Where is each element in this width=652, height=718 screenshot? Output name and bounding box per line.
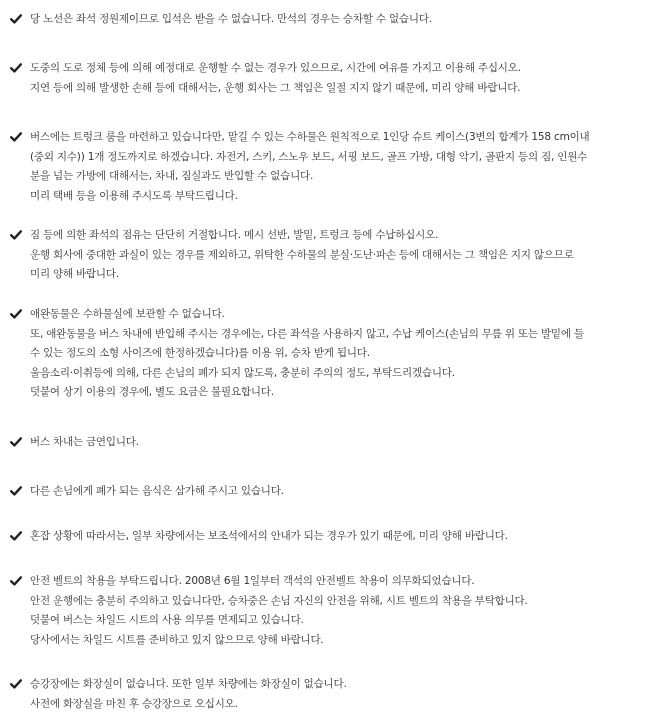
notice-line: 운행 회사에 중대한 과실이 있는 경우를 제외하고, 위탁한 수하물의 분실·도난·파손 등에 대해서는 그 책임은 지지 않으므로: [30, 248, 574, 261]
notice-line: 또, 애완동물을 버스 차내에 반입해 주시는 경우에는, 다른 좌석을 사용하지 않고, 수납 케이스(손님의 무릎 위 또는 발밑에 들: [30, 327, 584, 340]
notice-line: 안전 벨트의 착용을 부탁드립니다. 2008년 6월 1일부터 객석의 안전벨트 착용이 의무화되었습니다.: [30, 575, 475, 587]
notice-line: 덧붙여 상기 이용의 경우에, 별도 요금은 불필요합니다.: [30, 386, 274, 398]
notice-item: [0, 225, 652, 288]
check-icon: [10, 131, 22, 145]
notice-item: [0, 127, 652, 209]
notice-line: 짐 등에 의한 좌석의 점유는 단단히 거절합니다. 메시 선반, 발밑, 트렁크 등에 수납하십시오.: [30, 229, 439, 241]
check-icon: [10, 436, 22, 450]
notice-line: 안전 운행에는 충분히 주의하고 있습니다만, 승차중은 손님 자신의 안전을 위해, 시트 벨트의 착용을 부탁합니다.: [30, 594, 528, 607]
check-icon: [10, 530, 22, 544]
notice-line: 버스 차내는 금연입니다.: [30, 436, 139, 448]
notice-item: [0, 304, 652, 406]
notice-line: 당사에서는 차일드 시트를 준비하고 있지 않으므로 양해 바랍니다.: [30, 633, 324, 646]
notice-item: [0, 674, 652, 717]
notice-item: [0, 9, 652, 33]
notice-line: 다른 손님에게 폐가 되는 음식은 삼가해 주시고 있습니다.: [30, 485, 284, 497]
notice-item: [0, 58, 652, 101]
check-icon: [10, 229, 22, 243]
check-icon: [10, 13, 22, 27]
check-icon: [10, 62, 22, 76]
notice-line: 미리 택배 등을 이용해 주시도록 부탁드립니다.: [30, 189, 238, 202]
check-icon: [10, 575, 22, 589]
notice-line: (중외 지수)) 1개 정도까지로 하겠습니다. 자전거, 스키, 스노우 보드, 서핑 보드, 골프 가방, 대형 악기, 골판지 등의 짐, 인원수: [30, 150, 588, 163]
notice-line: 미리 양해 바랍니다.: [30, 268, 119, 280]
notice-line: 당 노선은 좌석 정원제이므로 입석은 받을 수 없습니다. 만석의 경우는 승차할 수 없습니다.: [30, 13, 432, 25]
notice-line: 분을 넘는 가방에 대해서는, 차내, 짐실과도 반입할 수 없습니다.: [30, 170, 314, 182]
notice-line: 울음소리·이취등에 의해, 다른 손님의 폐가 되지 않도록, 충분히 주의의 정도, 부탁드리겠습니다.: [30, 366, 455, 379]
check-icon: [10, 485, 22, 499]
check-icon: [10, 678, 22, 692]
notice-line: 지연 등에 의해 발생한 손해 등에 대해서는, 운행 회사는 그 책임은 일절 지지 않기 때문에, 미리 양해 바랍니다.: [30, 81, 521, 94]
notice-item: [0, 526, 652, 550]
notice-item: [0, 432, 652, 456]
notice-line: 덧붙여 버스는 차일드 시트의 사용 의무를 면제되고 있습니다.: [30, 614, 304, 626]
notice-line: 도중의 도로 정체 등에 의해 예정대로 운행할 수 없는 경우가 있으므로, 시간에 여유를 가지고 이용해 주십시오.: [30, 62, 521, 74]
notice-item: [0, 481, 652, 505]
notice-line: 승강장에는 화장실이 없습니다. 또한 일부 차량에는 화장실이 없습니다.: [30, 678, 347, 690]
notice-line: 수 있는 정도의 소형 사이즈에 한정하겠습니다)를 이용 위, 승차 받게 됩니다.: [30, 347, 370, 359]
notice-line: 혼잡 상황에 따라서는, 일부 차량에서는 보조석에서의 안내가 되는 경우가 있기 때문에, 미리 양해 바랍니다.: [30, 530, 508, 542]
notice-item: [0, 571, 652, 653]
notice-line: 버스에는 트렁크 룸을 마련하고 있습니다만, 맡길 수 있는 수하물은 원칙적으로 1인당 슈트 케이스(3변의 합계가 158 cm이내: [30, 131, 590, 143]
notice-line: 애완동물은 수하물실에 보관할 수 없습니다.: [30, 308, 225, 320]
notice-line: 사전에 화장실을 마친 후 승강장으로 오십시오.: [30, 697, 238, 710]
check-icon: [10, 308, 22, 322]
